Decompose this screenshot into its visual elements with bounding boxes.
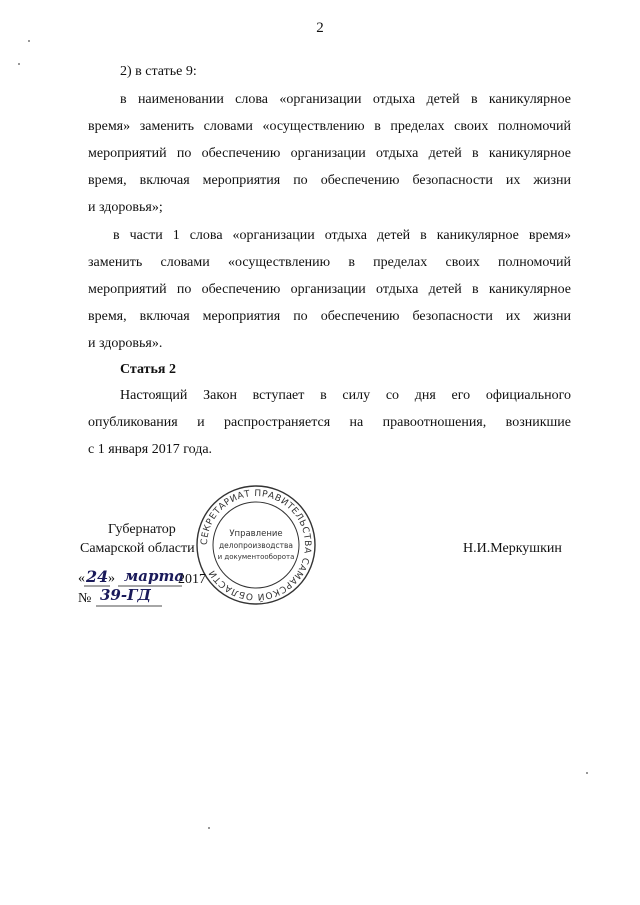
- paragraph-2-line-4: время, включая мероприятия по обеспечению безопасности их жизни: [88, 309, 571, 324]
- signatory-name: Н.И.Меркушкин: [463, 541, 562, 556]
- paragraph-2-line-1: в части 1 слова «организации отдыха детей в каникулярное время»: [113, 228, 571, 243]
- scan-speck: [18, 63, 20, 65]
- page-number: 2: [316, 20, 324, 36]
- scan-speck: [28, 40, 30, 42]
- stamp-line-2: делопроизводства: [218, 541, 294, 550]
- paragraph-1-line-5: и здоровья»;: [88, 200, 163, 215]
- number-sign: №: [78, 591, 92, 606]
- stamp-line-3: и документооборота: [217, 553, 295, 561]
- date-open-quote: «: [78, 571, 85, 586]
- paragraph-2-line-3: мероприятий по обеспечению организации отдыха детей в каникулярное: [88, 282, 571, 297]
- stamp-line-1: Управление: [229, 529, 283, 539]
- paragraph-2-line-2: заменить словами «осуществлению в пределах своих полномочий: [88, 255, 571, 270]
- scan-speck: [586, 772, 588, 774]
- paragraph-3-line-3: с 1 января 2017 года.: [88, 442, 213, 457]
- article-title: Статья 2: [120, 362, 176, 377]
- paragraph-1-line-3: мероприятий по обеспечению организации отдыха детей в каникулярное: [88, 146, 571, 161]
- stamp-ring-text: СЕКРЕТАРИАТ ПРАВИТЕЛЬСТВА САМАРСКОЙ ОБЛАСТИ: [199, 488, 313, 602]
- scan-speck: [208, 827, 210, 829]
- paragraph-3-line-1: Настоящий Закон вступает в силу со дня его официального: [120, 388, 571, 403]
- date-month-handwritten: марта: [124, 567, 185, 585]
- paragraph-1-line-2: время» заменить словами «осуществлению в пределах своих полномочий: [88, 119, 571, 134]
- date-and-number: [78, 566, 208, 608]
- paragraph-2-line-5: и здоровья».: [88, 336, 163, 351]
- official-stamp: [195, 484, 317, 606]
- date-close-quote: »: [108, 571, 115, 586]
- law-number-handwritten: 39-ГД: [100, 586, 151, 604]
- signatory-title-line-2: Самарской области: [80, 541, 195, 556]
- date-year: 2017: [178, 572, 206, 587]
- paragraph-3-line-2: опубликования и распространяется на правоотношения, возникшие: [88, 415, 571, 430]
- amendment-intro: 2) в статье 9:: [120, 64, 197, 79]
- paragraph-1-line-4: время, включая мероприятия по обеспечению безопасности их жизни: [88, 173, 571, 188]
- signatory-title-line-1: Губернатор: [108, 522, 176, 537]
- paragraph-1-line-1: в наименовании слова «организации отдыха детей в каникулярное: [120, 92, 571, 107]
- date-day-handwritten: 24: [86, 567, 109, 586]
